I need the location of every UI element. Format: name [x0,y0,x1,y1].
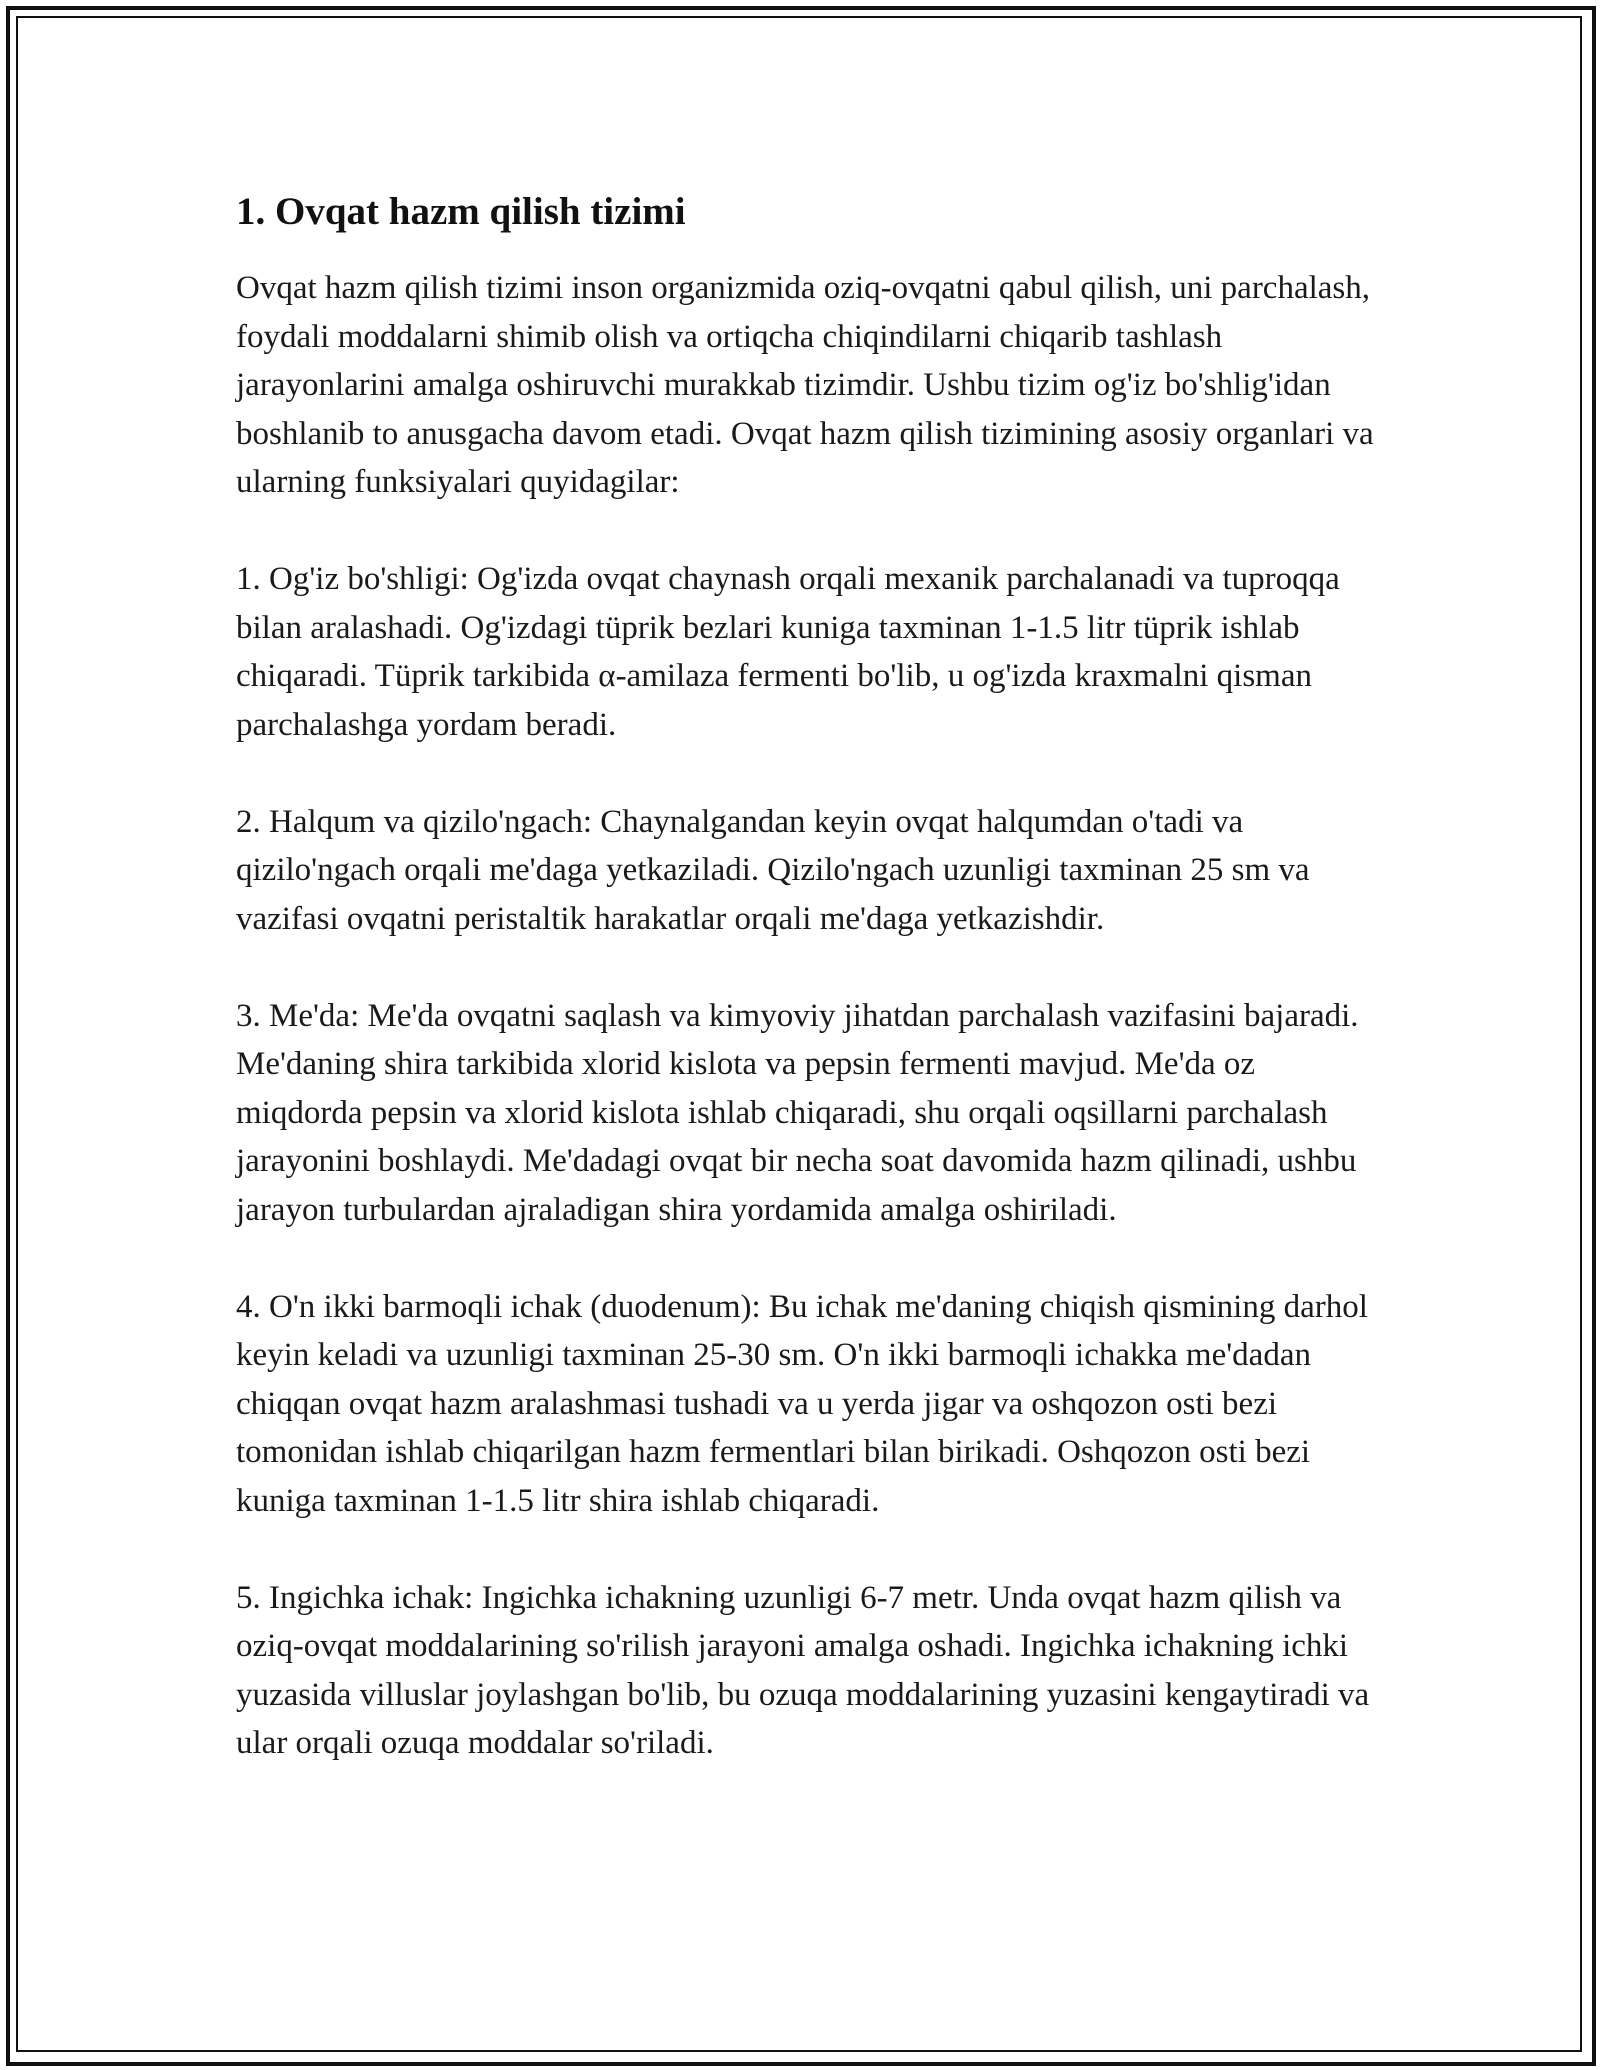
item-small-intestine-paragraph: 5. Ingichka ichak: Ingichka ichakning uzunligi 6-7 metr. Unda ovqat hazm qilish va oziq-ovqat moddalarining so'rilish jarayoni amalga oshadi. Ingichka ichakning ichki yuzasida villuslar joylashgan bo'lib, bu ozuqa moddalarining yuzasini kengaytiradi va ular orqali ozuqa moddalar so'riladi. [236,1579,1370,1761]
item-stomach-paragraph: 3. Me'da: Me'da ovqatni saqlash va kimyoviy jihatdan parchalash vazifasini bajaradi. Me'daning shira tarkibida xlorid kislota va pepsin fermenti mavjud. Me'da oz miqdorda pepsin va xlorid kislota ishlab chiqaradi, shu orqali oqsillarni parchalash jarayonini boshlaydi. Me'dadagi ovqat bir necha soat davomida hazm qilinadi, ushbu jarayon turbulardan ajraladigan shira yordamida amalga oshiriladi. [236,997,1359,1228]
document-body [236,186,1376,1816]
intro-paragraph: Ovqat hazm qilish tizimi inson organizmida oziq-ovqatni qabul qilish, uni parchalash, foydali moddalarni shimib olish va ortiqcha chiqindilarni chiqarib tashlash jarayonlarini amalga oshiruvchi murakkab tizimdir. Ushbu tizim og'iz bo'shlig'idan boshlanib to anusgacha davom etadi. Ovqat hazm qilish tizimining asosiy organlari va ularning funksiyalari quyidagilar: [236,270,1374,500]
item-pharynx-esophagus-paragraph: 2. Halqum va qizilo'ngach: Chaynalgandan keyin ovqat halqumdan o'tadi va qizilo'ngach orqali me'daga yetkaziladi. Qizilo'ngach uzunligi taxminan 25 sm va vazifasi ovqatni peristaltik harakatlar orqali me'daga yetkazishdir. [236,803,1310,937]
section-title: 1. Ovqat hazm qilish tizimi [236,190,686,233]
item-duodenum-paragraph: 4. O'n ikki barmoqli ichak (duodenum): Bu ichak me'daning chiqish qismining darhol keyin keladi va uzunligi taxminan 25-30 sm. O'n ikki barmoqli ichakka me'dadan chiqqan ovqat hazm aralashmasi tushadi va u yerda jigar va oshqozon osti bezi tomonidan ishlab chiqarilgan hazm fermentlari bilan birikadi. Oshqozon osti bezi kuniga taxminan 1-1.5 litr shira ishlab chiqaradi. [236,1288,1368,1519]
item-oral-cavity-paragraph: 1. Og'iz bo'shligi: Og'izda ovqat chaynash orqali mexanik parchalanadi va tuproqqa bilan aralashadi. Og'izdagi tüprik bezlari kuniga taxminan 1-1.5 litr tüprik ishlab chiqaradi. Tüprik tarkibida α-amilaza fermenti bo'lib, u og'izda kraxmalni qisman parchalashga yordam beradi. [236,561,1340,743]
